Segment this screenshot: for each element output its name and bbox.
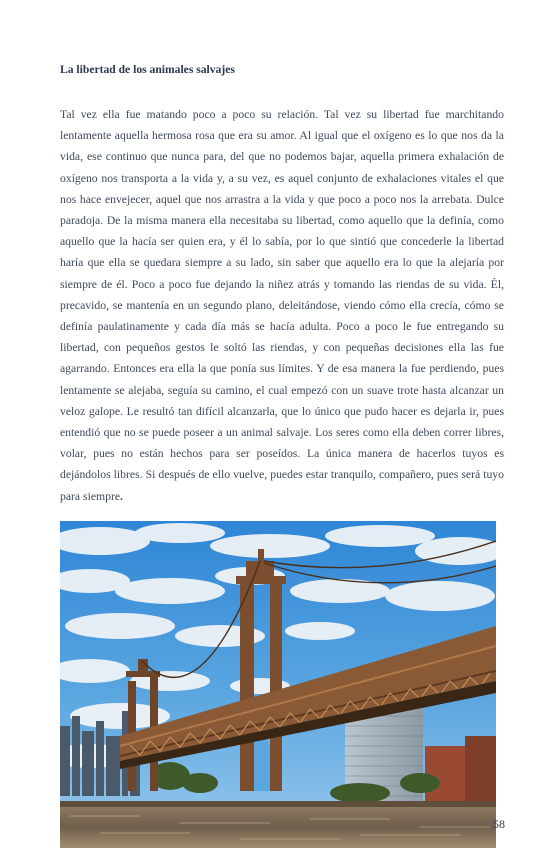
body-paragraph [60, 104, 504, 507]
chapter-title: La libertad de los animales salvajes [60, 63, 235, 76]
bridge-arch [254, 736, 270, 791]
body-paragraph-text: Tal vez ella fue matando poco a poco su relación. Tal vez su libertad fue marchitando lentamente aquella hermosa rosa que era su amor. Al igual que el oxígeno es lo que nos da la vida, ese continuo que nunca para, del que no podemos bajar, aquella primera exhalación de oxígeno nos transporta a la vida y, a su vez, es aquel conjunto de exhalaciones vitales el que nos hace envejecer, aquel que nos arrastra a la vida y que poco a poco nos la arrebata. Dulce paradoja. De la misma manera ella necesitaba su libertad, como aquello que la definía, como aquello que la hacía ser quien era, y él lo sabía, por lo que sintió que concederle la libertad haría que ella se quedara siempre a su lado, sin saber que aquello era lo que la alejaría por siempre de él. Poco a poco fue dejando la niñez atrás y tomando las riendas de su vida. Él, precavido, se mantenía en un segundo plano, deleitándose, viendo cómo ella crecía, cómo se definía paulatinamente y cada día más se hacía adulta. Poco a poco le fue entregando su libertad, con pequeños gestos le soltó las riendas, y con pequeñas decisiones ella las fue agarrando. Entonces era ella la que ponía sus límites. Y de esa manera la fue perdiendo, pues lentamente se alejaba, seguía su camino, el cual empezó con un suave trote hasta alcanzar un veloz galope. Le resultó tan difícil alcanzarla, que lo único que pudo hacer es dejarla ir, pues entendió que no se puede poseer a un animal salvaje. Los seres como ella deben correr libres, volar, pues no están hechos para ser poseídos. La única manera de hacerlos tuyos es dejándolos libres. Si después de ello vuelve, puedes estar tranquilo, compañero, pues será tuyo para siempre [60, 108, 504, 503]
page-number: 58 [493, 817, 505, 831]
body-final-period: . [120, 489, 123, 503]
bridge-photo [60, 521, 496, 848]
